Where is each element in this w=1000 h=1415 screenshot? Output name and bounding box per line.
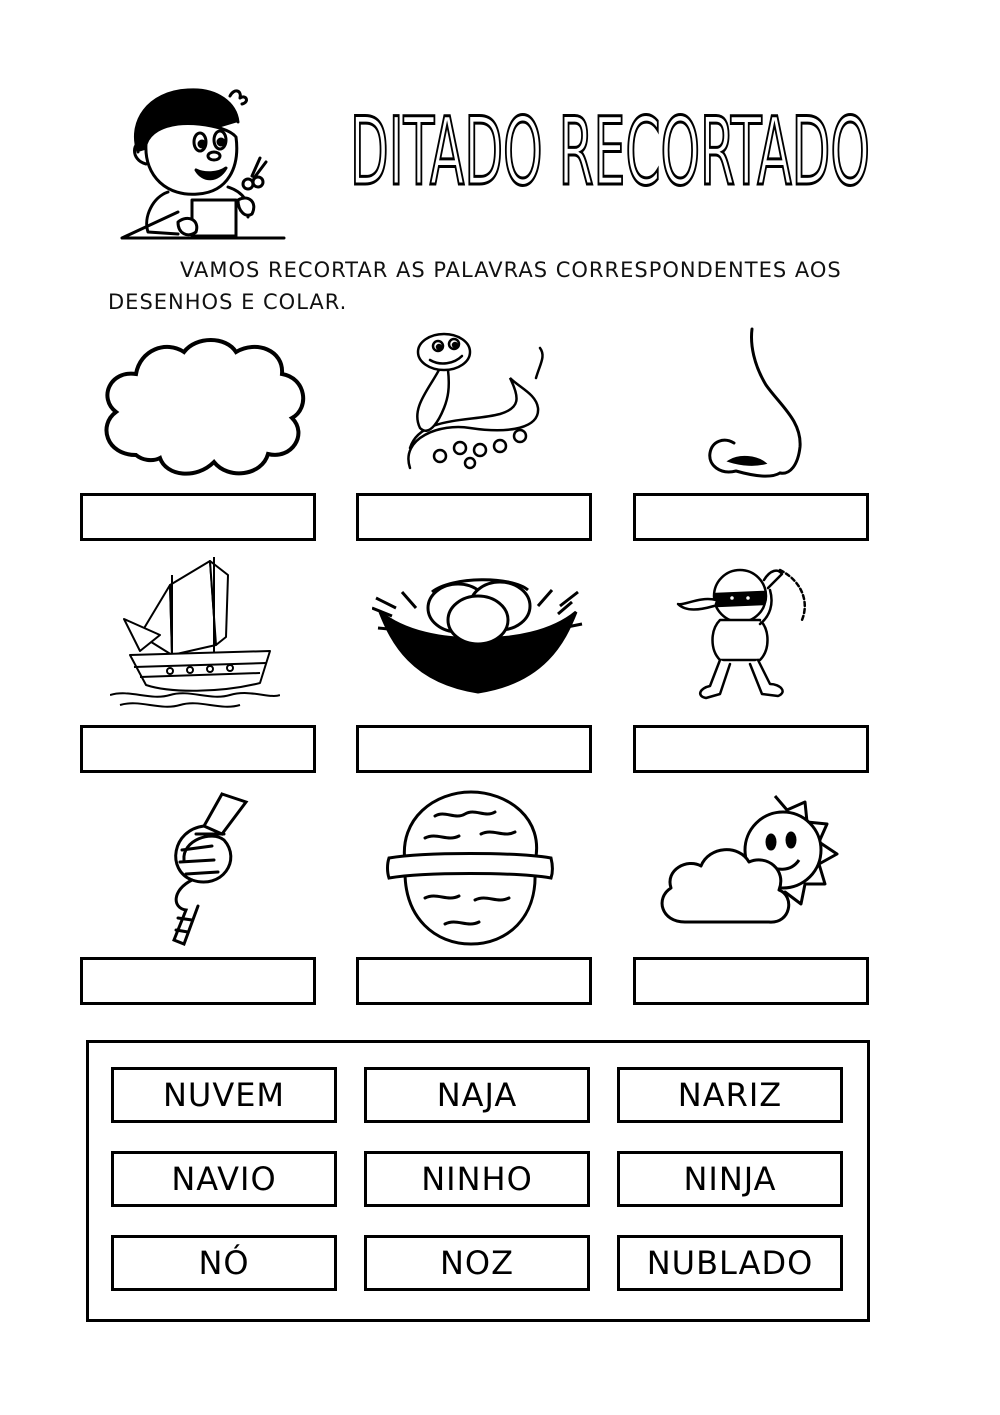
- word-label: NINJA: [683, 1160, 777, 1198]
- answer-box-9[interactable]: [633, 957, 869, 1005]
- word-label: NÓ: [198, 1244, 250, 1282]
- instructions: [108, 254, 908, 318]
- knot-icon: [152, 790, 252, 948]
- walnut-icon: [385, 788, 555, 948]
- word-card[interactable]: [617, 1235, 843, 1291]
- word-label: NUVEM: [162, 1076, 286, 1114]
- instructions-line-2: DESENHOS E COLAR.: [108, 290, 348, 314]
- word-label: NUBLADO: [646, 1244, 814, 1282]
- answer-box-1[interactable]: [80, 493, 316, 541]
- page-title-text: DITADO RECORTADO: [350, 98, 870, 198]
- word-card[interactable]: [364, 1151, 590, 1207]
- nose-icon: [700, 325, 810, 485]
- answer-box-8[interactable]: [356, 957, 592, 1005]
- sun-cloud-icon: [655, 792, 850, 942]
- word-label: NARIZ: [677, 1076, 783, 1114]
- snake-icon: [400, 328, 550, 478]
- word-label: NAJA: [436, 1076, 518, 1114]
- word-card[interactable]: [111, 1067, 337, 1123]
- nest-icon: [372, 572, 584, 698]
- word-card[interactable]: [617, 1067, 843, 1123]
- word-label: NOZ: [439, 1244, 515, 1282]
- word-card[interactable]: [111, 1235, 337, 1291]
- word-card[interactable]: [364, 1067, 590, 1123]
- word-card[interactable]: [111, 1151, 337, 1207]
- answer-box-6[interactable]: [633, 725, 869, 773]
- word-label: NAVIO: [171, 1160, 277, 1198]
- word-label: NINHO: [421, 1160, 533, 1198]
- page-title: [340, 88, 880, 198]
- word-card[interactable]: [364, 1235, 590, 1291]
- boy-with-scissors-icon: [118, 82, 288, 242]
- cloud-icon: [96, 330, 316, 485]
- answer-box-3[interactable]: [633, 493, 869, 541]
- ninja-icon: [670, 560, 820, 710]
- ship-icon: [110, 555, 280, 715]
- answer-box-2[interactable]: [356, 493, 592, 541]
- instructions-line-1: VAMOS RECORTAR AS PALAVRAS CORRESPONDENTES AOS: [180, 258, 842, 282]
- answer-box-5[interactable]: [356, 725, 592, 773]
- answer-box-4[interactable]: [80, 725, 316, 773]
- word-card[interactable]: [617, 1151, 843, 1207]
- answer-box-7[interactable]: [80, 957, 316, 1005]
